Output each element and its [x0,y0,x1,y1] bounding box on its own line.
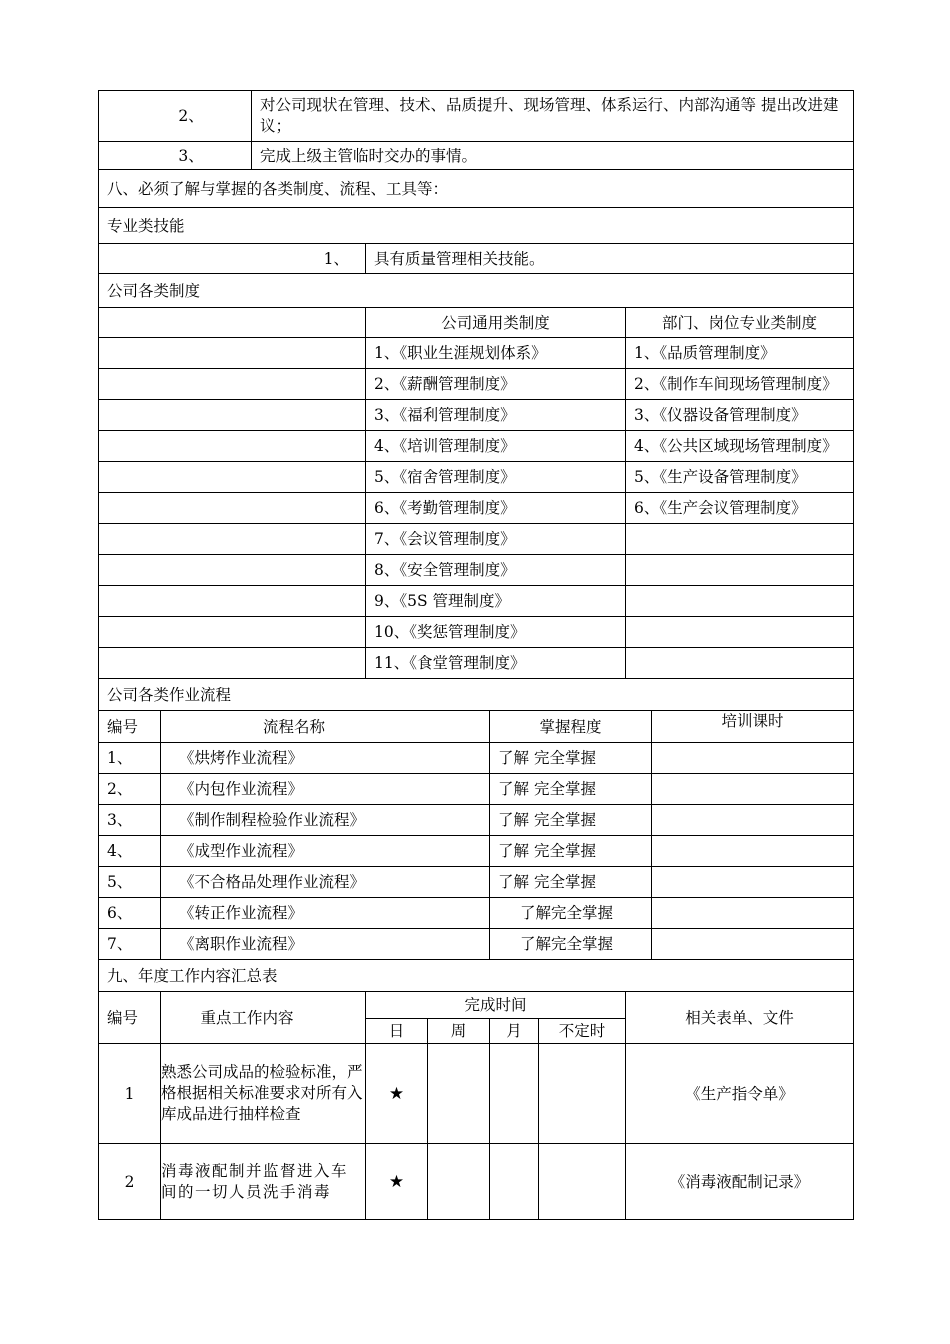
general-system: 2、《薪酬管理制度》 [366,369,626,400]
process-name: 《制作制程检验作业流程》 [161,805,490,836]
dept-system: 1、《品质管理制度》 [626,338,854,369]
process-name-header: 流程名称 [161,711,490,743]
skill-row [99,244,854,274]
process-num: 7、 [99,929,161,960]
summary-content: 熟悉公司成品的检验标准，严格根据相关标准要求对所有入库成品进行抽样检查 [161,1044,366,1144]
process-row [99,743,854,774]
general-system: 3、《福利管理制度》 [366,400,626,431]
job-description-table [98,90,854,1220]
process-level: 了解 完全掌握 [490,867,652,898]
week-header: 周 [428,1019,490,1044]
process-name: 《离职作业流程》 [161,929,490,960]
process-name: 《转正作业流程》 [161,898,490,929]
process-level: 了解 完全掌握 [490,805,652,836]
process-num: 6、 [99,898,161,929]
dept-system [626,586,854,617]
general-system: 5、《宿舍管理制度》 [366,462,626,493]
system-row [99,586,854,617]
section-8-title-row [99,170,854,208]
process-name: 《烘烤作业流程》 [161,743,490,774]
month-header: 月 [490,1019,539,1044]
skills-title: 专业类技能 [99,208,854,244]
dept-system: 2、《制作车间现场管理制度》 [626,369,854,400]
systems-header-row [99,308,854,338]
general-systems-header: 公司通用类制度 [366,308,626,338]
section-8-title: 八、必须了解与掌握的各类制度、流程、工具等： [99,170,854,208]
day-star-icon: ★ [366,1044,428,1144]
summary-num: 2 [99,1144,161,1220]
summary-content: 消毒液配制并监督进入车间的一切人员洗手消毒 [161,1144,366,1220]
process-row [99,805,854,836]
duty-text: 对公司现状在管理、技术、品质提升、现场管理、体系运行、内部沟通等 提出改进建议； [252,91,854,142]
process-level: 了解 完全掌握 [490,836,652,867]
dept-systems-header: 部门、岗位专业类制度 [626,308,854,338]
summary-doc: 《生产指令单》 [626,1044,854,1144]
dept-system: 5、《生产设备管理制度》 [626,462,854,493]
process-num: 5、 [99,867,161,898]
process-num-header: 编号 [99,711,161,743]
general-system: 4、《培训管理制度》 [366,431,626,462]
system-row [99,400,854,431]
dept-system: 3、《仪器设备管理制度》 [626,400,854,431]
duty-row [99,142,854,170]
process-header-row [99,711,854,743]
systems-title: 公司各类制度 [99,274,854,308]
skills-title-row [99,208,854,244]
process-hours-header: 培训课时 [652,711,854,743]
systems-title-row [99,274,854,308]
system-row [99,338,854,369]
process-level: 了解完全掌握 [490,929,652,960]
system-row [99,462,854,493]
duty-number: 2、 [99,91,252,142]
duty-number: 3、 [99,142,252,170]
document-page [98,90,853,1220]
process-level: 了解 完全掌握 [490,743,652,774]
section-9-title: 九、年度工作内容汇总表 [99,960,854,992]
irregular-header: 不定时 [539,1019,626,1044]
general-system: 8、《安全管理制度》 [366,555,626,586]
process-row [99,898,854,929]
system-row [99,617,854,648]
process-level-header: 掌握程度 [490,711,652,743]
summary-header-row [99,992,854,1019]
duty-text: 完成上级主管临时交办的事情。 [252,142,854,170]
general-system: 6、《考勤管理制度》 [366,493,626,524]
general-system: 1、《职业生涯规划体系》 [366,338,626,369]
system-row [99,493,854,524]
process-num: 2、 [99,774,161,805]
process-row [99,929,854,960]
skill-text: 具有质量管理相关技能。 [366,244,854,274]
process-row [99,867,854,898]
process-num: 1、 [99,743,161,774]
day-star-icon: ★ [366,1144,428,1220]
summary-content-header: 重点工作内容 [161,992,366,1044]
dept-system [626,524,854,555]
process-num: 4、 [99,836,161,867]
process-num: 3、 [99,805,161,836]
summary-doc: 《消毒液配制记录》 [626,1144,854,1220]
process-level: 了解 完全掌握 [490,774,652,805]
general-system: 10、《奖惩管理制度》 [366,617,626,648]
skill-number: 1、 [99,244,366,274]
dept-system: 4、《公共区域现场管理制度》 [626,431,854,462]
summary-row [99,1044,854,1144]
section-9-title-row [99,960,854,992]
system-row [99,524,854,555]
process-title-row [99,679,854,711]
process-name: 《不合格品处理作业流程》 [161,867,490,898]
summary-num: 1 [99,1044,161,1144]
process-row [99,774,854,805]
duty-row [99,91,854,142]
summary-row [99,1144,854,1220]
summary-num-header: 编号 [99,992,161,1044]
general-system: 11、《食堂管理制度》 [366,648,626,679]
general-system: 7、《会议管理制度》 [366,524,626,555]
process-name: 《成型作业流程》 [161,836,490,867]
day-header: 日 [366,1019,428,1044]
system-row [99,369,854,400]
completion-time-header: 完成时间 [366,992,626,1019]
dept-system [626,648,854,679]
process-title: 公司各类作业流程 [99,679,854,711]
system-row [99,555,854,586]
dept-system [626,555,854,586]
process-row [99,836,854,867]
dept-system [626,617,854,648]
system-row [99,648,854,679]
process-name: 《内包作业流程》 [161,774,490,805]
docs-header: 相关表单、文件 [626,992,854,1044]
system-row [99,431,854,462]
general-system: 9、《5S 管理制度》 [366,586,626,617]
dept-system: 6、《生产会议管理制度》 [626,493,854,524]
process-level: 了解完全掌握 [490,898,652,929]
